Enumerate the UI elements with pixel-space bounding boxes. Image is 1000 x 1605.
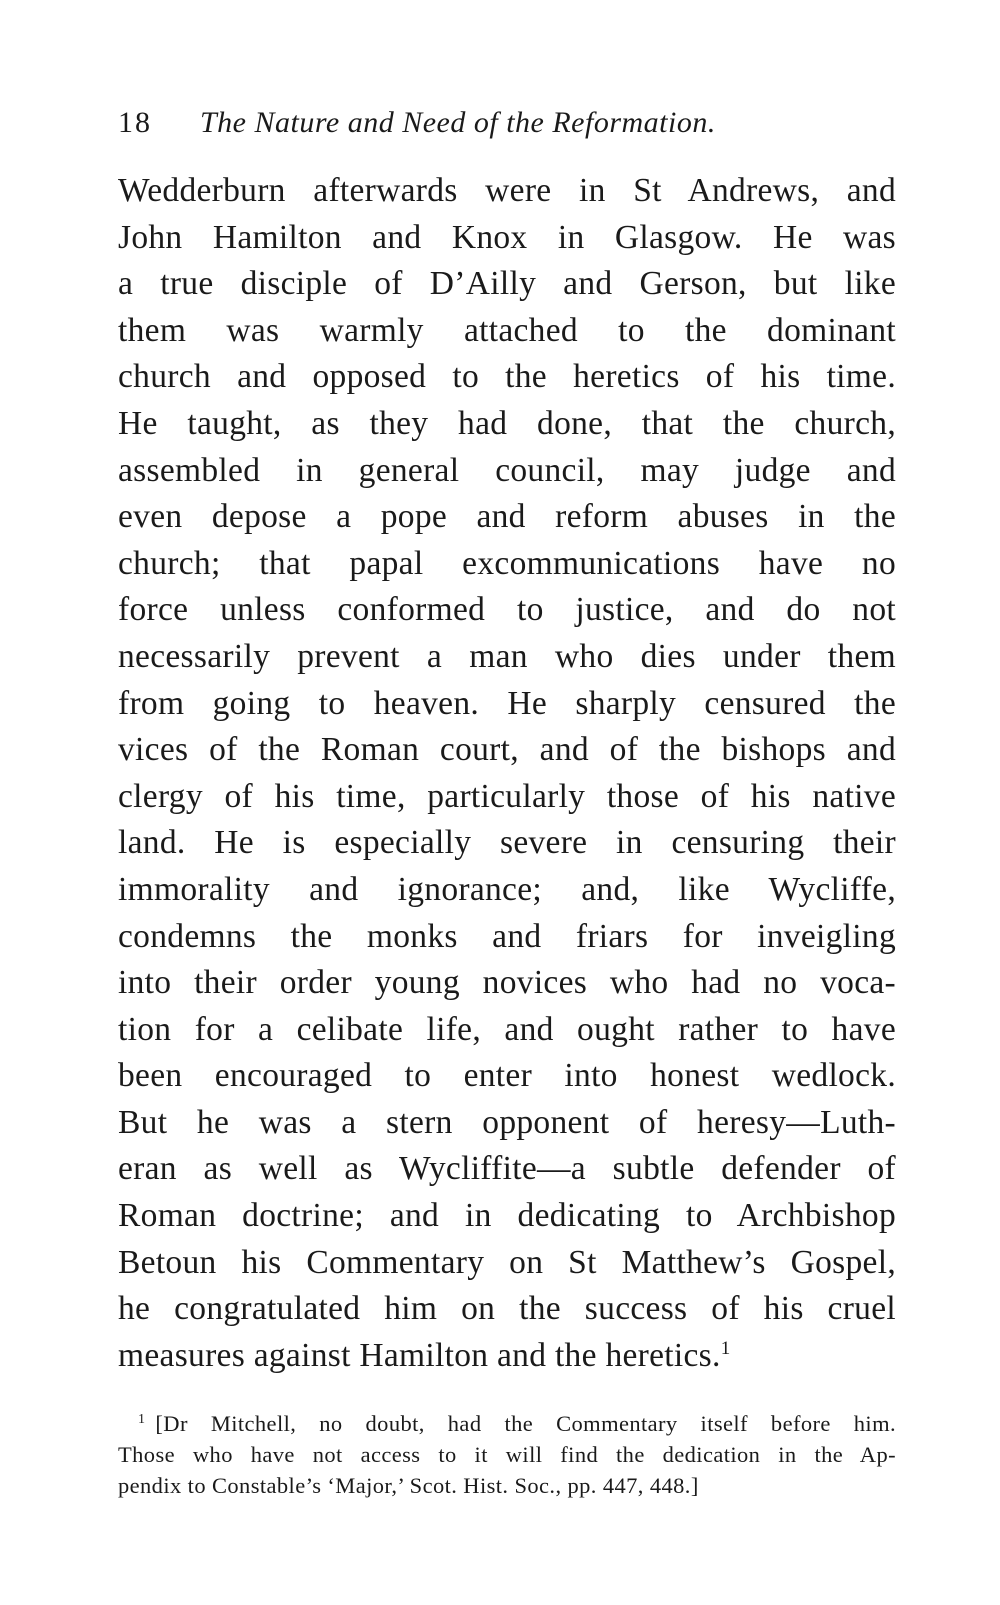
text-line: Roman doctrine; and in dedicating to Archbishop [118, 1197, 896, 1235]
text-line: John Hamilton and Knox in Glasgow. He was [118, 218, 896, 256]
text-line-last [118, 1333, 896, 1380]
text-line: been encouraged to enter into honest wedlock. [118, 1057, 896, 1095]
text-line: Wedderburn afterwards were in St Andrews, and [118, 172, 896, 209]
text-line: from going to heaven. He sharply censured the [118, 684, 896, 722]
text-line: assembled in general council, may judge and [118, 451, 896, 489]
running-header [118, 98, 898, 148]
text-line: force unless conformed to justice, and do not [118, 591, 896, 629]
page-number: 18 [118, 106, 152, 139]
footnote-line [118, 1408, 896, 1439]
footnote [118, 1408, 896, 1501]
text-line: Betoun his Commentary on St Matthew’s Gospel, [118, 1243, 896, 1281]
text-line: even depose a pope and reform abuses in the [118, 498, 896, 536]
text-line: into their order young novices who had no voca- [118, 964, 896, 1002]
footnote-line-text: [Dr Mitchell, no doubt, had the Commentary itself before him. [155, 1411, 896, 1436]
text-line: eran as well as Wycliffite—a subtle defender of [118, 1150, 896, 1188]
text-line: church and opposed to the heretics of his time. [118, 358, 896, 396]
footnote-reference: 1 [720, 1337, 731, 1359]
text-line: condemns the monks and friars for inveigling [118, 917, 896, 955]
footnote-line: Those who have not access to it will find the dedication in the Ap- [118, 1442, 896, 1467]
text-line: a true disciple of D’Ailly and Gerson, but like [118, 265, 896, 303]
text-line: land. He is especially severe in censuring their [118, 824, 896, 862]
text-line: vices of the Roman court, and of the bishops and [118, 731, 896, 769]
footnote-line: pendix to Constable’s ‘Major,’ Scot. Hist. Soc., pp. 447, 448.] [118, 1473, 699, 1498]
text-line: He taught, as they had done, that the church, [118, 404, 896, 442]
running-title: The Nature and Need of the Reformation. [200, 106, 716, 139]
footnote-marker: 1 [138, 1411, 146, 1427]
text-line-content: measures against Hamilton and the heretics. [118, 1336, 721, 1374]
text-line: tion for a celibate life, and ought rather to have [118, 1010, 896, 1048]
text-line: them was warmly attached to the dominant [118, 311, 896, 349]
text-line: But he was a stern opponent of heresy—Luth- [118, 1103, 896, 1141]
text-line: church; that papal excommunications have no [118, 544, 896, 582]
text-line: immorality and ignorance; and, like Wycliffe, [118, 870, 896, 908]
text-line: he congratulated him on the success of his cruel [118, 1290, 896, 1328]
body-text [118, 168, 896, 1379]
text-line: necessarily prevent a man who dies under them [118, 637, 896, 675]
text-line: clergy of his time, particularly those of his native [118, 777, 896, 815]
